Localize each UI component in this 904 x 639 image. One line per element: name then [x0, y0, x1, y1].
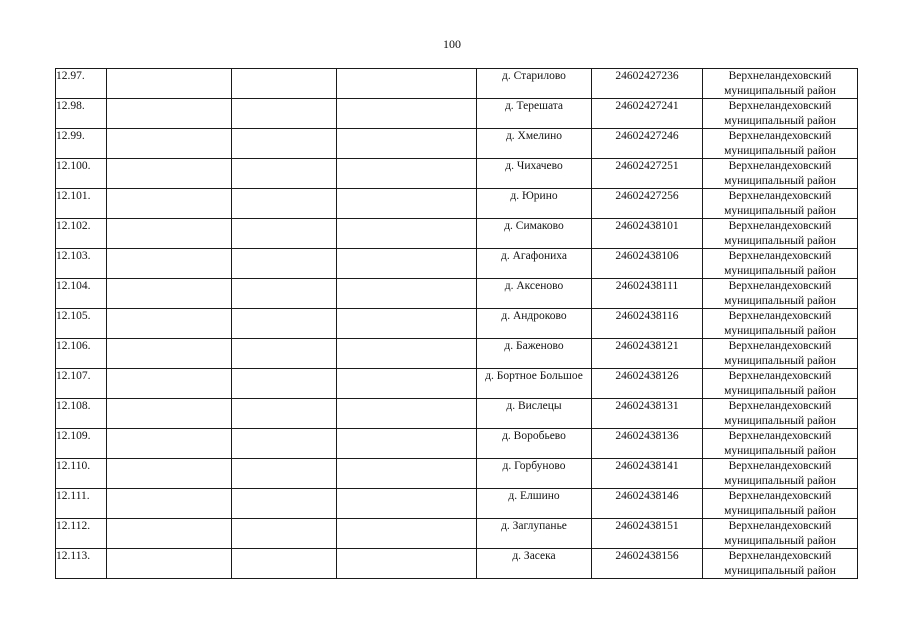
oktmo-code-cell: 24602438141	[592, 459, 703, 489]
table-row	[56, 189, 858, 219]
row-number-cell: 12.108.	[56, 399, 107, 429]
page-number: 100	[443, 37, 461, 51]
settlement-name-cell: д. Аксеново	[477, 279, 592, 309]
settlement-name-cell: д. Хмелино	[477, 129, 592, 159]
empty-cell	[337, 489, 477, 519]
empty-cell	[337, 369, 477, 399]
empty-cell	[337, 549, 477, 579]
empty-cell	[107, 519, 232, 549]
settlement-registry-table	[55, 68, 858, 579]
oktmo-code-cell: 24602427251	[592, 159, 703, 189]
row-number-cell: 12.97.	[56, 69, 107, 99]
empty-cell	[232, 489, 337, 519]
oktmo-code-cell: 24602438126	[592, 369, 703, 399]
empty-cell	[337, 129, 477, 159]
empty-cell	[107, 69, 232, 99]
row-number-cell: 12.102.	[56, 219, 107, 249]
empty-cell	[337, 309, 477, 339]
settlement-name-cell: д. Агафониха	[477, 249, 592, 279]
row-number-cell: 12.99.	[56, 129, 107, 159]
settlement-name-cell: д. Елшино	[477, 489, 592, 519]
oktmo-code-cell: 24602438146	[592, 489, 703, 519]
table-row	[56, 129, 858, 159]
oktmo-code-cell: 24602427256	[592, 189, 703, 219]
table-row	[56, 369, 858, 399]
row-number-cell: 12.98.	[56, 99, 107, 129]
empty-cell	[107, 279, 232, 309]
oktmo-code-cell: 24602438136	[592, 429, 703, 459]
empty-cell	[107, 159, 232, 189]
settlement-name-cell: д. Симаково	[477, 219, 592, 249]
municipal-region-cell: Верхнеландеховский муниципальный район	[703, 369, 858, 399]
municipal-region-cell: Верхнеландеховский муниципальный район	[703, 189, 858, 219]
table-row	[56, 69, 858, 99]
oktmo-code-cell: 24602438116	[592, 309, 703, 339]
oktmo-code-cell: 24602427236	[592, 69, 703, 99]
table-row	[56, 249, 858, 279]
empty-cell	[232, 159, 337, 189]
table-row	[56, 459, 858, 489]
table-row	[56, 309, 858, 339]
row-number-cell: 12.103.	[56, 249, 107, 279]
municipal-region-cell: Верхнеландеховский муниципальный район	[703, 99, 858, 129]
empty-cell	[107, 99, 232, 129]
empty-cell	[107, 399, 232, 429]
row-number-cell: 12.113.	[56, 549, 107, 579]
table-row	[56, 519, 858, 549]
empty-cell	[337, 429, 477, 459]
empty-cell	[107, 219, 232, 249]
empty-cell	[232, 339, 337, 369]
row-number-cell: 12.109.	[56, 429, 107, 459]
empty-cell	[107, 459, 232, 489]
empty-cell	[337, 189, 477, 219]
empty-cell	[232, 519, 337, 549]
municipal-region-cell: Верхнеландеховский муниципальный район	[703, 129, 858, 159]
settlement-name-cell: д. Андроково	[477, 309, 592, 339]
empty-cell	[337, 219, 477, 249]
empty-cell	[232, 219, 337, 249]
oktmo-code-cell: 24602427246	[592, 129, 703, 159]
empty-cell	[337, 249, 477, 279]
empty-cell	[232, 69, 337, 99]
empty-cell	[107, 249, 232, 279]
empty-cell	[107, 429, 232, 459]
settlement-name-cell: д. Горбуново	[477, 459, 592, 489]
municipal-region-cell: Верхнеландеховский муниципальный район	[703, 339, 858, 369]
settlement-name-cell: д. Старилово	[477, 69, 592, 99]
empty-cell	[337, 339, 477, 369]
table-body	[56, 69, 858, 579]
empty-cell	[232, 549, 337, 579]
settlement-name-cell: д. Вислецы	[477, 399, 592, 429]
oktmo-code-cell: 24602438101	[592, 219, 703, 249]
empty-cell	[107, 129, 232, 159]
empty-cell	[107, 549, 232, 579]
settlement-name-cell: д. Заглупанье	[477, 519, 592, 549]
row-number-cell: 12.101.	[56, 189, 107, 219]
table-row	[56, 489, 858, 519]
municipal-region-cell: Верхнеландеховский муниципальный район	[703, 159, 858, 189]
table-row	[56, 279, 858, 309]
empty-cell	[107, 339, 232, 369]
row-number-cell: 12.106.	[56, 339, 107, 369]
oktmo-code-cell: 24602438156	[592, 549, 703, 579]
municipal-region-cell: Верхнеландеховский муниципальный район	[703, 279, 858, 309]
table-row	[56, 429, 858, 459]
empty-cell	[232, 279, 337, 309]
municipal-region-cell: Верхнеландеховский муниципальный район	[703, 549, 858, 579]
municipal-region-cell: Верхнеландеховский муниципальный район	[703, 309, 858, 339]
empty-cell	[232, 459, 337, 489]
table-row	[56, 399, 858, 429]
municipal-region-cell: Верхнеландеховский муниципальный район	[703, 489, 858, 519]
settlement-name-cell: д. Юрино	[477, 189, 592, 219]
empty-cell	[232, 309, 337, 339]
table-row	[56, 159, 858, 189]
oktmo-code-cell: 24602427241	[592, 99, 703, 129]
oktmo-code-cell: 24602438121	[592, 339, 703, 369]
empty-cell	[232, 99, 337, 129]
settlement-name-cell: д. Терешата	[477, 99, 592, 129]
empty-cell	[107, 489, 232, 519]
empty-cell	[232, 429, 337, 459]
table-row	[56, 219, 858, 249]
empty-cell	[107, 189, 232, 219]
empty-cell	[337, 399, 477, 429]
municipal-region-cell: Верхнеландеховский муниципальный район	[703, 429, 858, 459]
settlement-name-cell: д. Засека	[477, 549, 592, 579]
empty-cell	[337, 279, 477, 309]
row-number-cell: 12.107.	[56, 369, 107, 399]
empty-cell	[107, 309, 232, 339]
municipal-region-cell: Верхнеландеховский муниципальный район	[703, 69, 858, 99]
oktmo-code-cell: 24602438106	[592, 249, 703, 279]
empty-cell	[232, 249, 337, 279]
empty-cell	[107, 369, 232, 399]
municipal-region-cell: Верхнеландеховский муниципальный район	[703, 219, 858, 249]
empty-cell	[337, 459, 477, 489]
empty-cell	[337, 69, 477, 99]
oktmo-code-cell: 24602438151	[592, 519, 703, 549]
municipal-region-cell: Верхнеландеховский муниципальный район	[703, 459, 858, 489]
row-number-cell: 12.104.	[56, 279, 107, 309]
settlement-name-cell: д. Чихачево	[477, 159, 592, 189]
municipal-region-cell: Верхнеландеховский муниципальный район	[703, 399, 858, 429]
row-number-cell: 12.112.	[56, 519, 107, 549]
table-row	[56, 99, 858, 129]
settlement-name-cell: д. Баженово	[477, 339, 592, 369]
row-number-cell: 12.111.	[56, 489, 107, 519]
settlement-name-cell: д. Воробьево	[477, 429, 592, 459]
empty-cell	[232, 369, 337, 399]
row-number-cell: 12.110.	[56, 459, 107, 489]
empty-cell	[232, 399, 337, 429]
table-row	[56, 339, 858, 369]
empty-cell	[337, 99, 477, 129]
settlement-name-cell: д. Бортное Большое	[477, 369, 592, 399]
empty-cell	[232, 189, 337, 219]
municipal-region-cell: Верхнеландеховский муниципальный район	[703, 249, 858, 279]
oktmo-code-cell: 24602438111	[592, 279, 703, 309]
row-number-cell: 12.105.	[56, 309, 107, 339]
empty-cell	[337, 519, 477, 549]
table-row	[56, 549, 858, 579]
row-number-cell: 12.100.	[56, 159, 107, 189]
empty-cell	[337, 159, 477, 189]
municipal-region-cell: Верхнеландеховский муниципальный район	[703, 519, 858, 549]
empty-cell	[232, 129, 337, 159]
oktmo-code-cell: 24602438131	[592, 399, 703, 429]
